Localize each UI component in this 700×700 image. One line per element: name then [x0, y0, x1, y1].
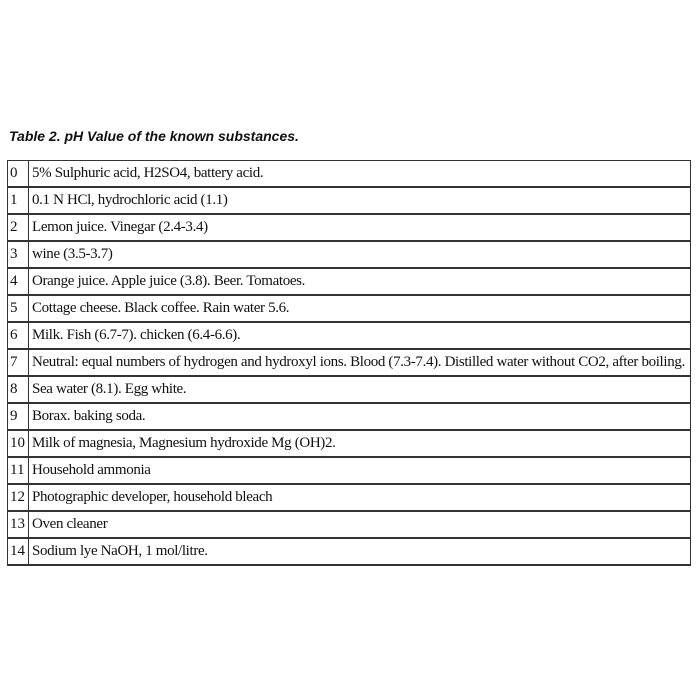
- ph-value-cell: 7: [8, 349, 29, 376]
- table-row: [8, 430, 691, 457]
- ph-value-cell: 2: [8, 214, 29, 241]
- ph-value-cell: 11: [8, 457, 29, 484]
- ph-value-cell: 8: [8, 376, 29, 403]
- substances-cell: Borax. baking soda.: [29, 403, 691, 430]
- table-row: [8, 349, 691, 376]
- table-row: [8, 268, 691, 295]
- substances-cell: Cottage cheese. Black coffee. Rain water 5.6.: [29, 295, 691, 322]
- table-row: [8, 241, 691, 268]
- ph-value-cell: 14: [8, 538, 29, 565]
- table-row: [8, 214, 691, 241]
- ph-value-cell: 3: [8, 241, 29, 268]
- ph-value-cell: 5: [8, 295, 29, 322]
- ph-value-cell: 12: [8, 484, 29, 511]
- table-row: [8, 403, 691, 430]
- substances-cell: Milk of magnesia, Magnesium hydroxide Mg (OH)2.: [29, 430, 691, 457]
- table-row: [8, 511, 691, 538]
- substances-cell: wine (3.5-3.7): [29, 241, 691, 268]
- ph-value-cell: 1: [8, 187, 29, 214]
- substances-cell: Milk. Fish (6.7-7). chicken (6.4-6.6).: [29, 322, 691, 349]
- table-row: [8, 161, 691, 188]
- ph-value-cell: 13: [8, 511, 29, 538]
- substances-cell: Lemon juice. Vinegar (2.4-3.4): [29, 214, 691, 241]
- substances-cell: Orange juice. Apple juice (3.8). Beer. Tomatoes.: [29, 268, 691, 295]
- table-row: [8, 538, 691, 565]
- table-row: [8, 187, 691, 214]
- substances-cell: Oven cleaner: [29, 511, 691, 538]
- table-row: [8, 457, 691, 484]
- table-row: [8, 484, 691, 511]
- ph-value-cell: 0: [8, 161, 29, 188]
- table-row: [8, 322, 691, 349]
- ph-table: [7, 160, 691, 566]
- substances-cell: Household ammonia: [29, 457, 691, 484]
- substances-cell: Sea water (8.1). Egg white.: [29, 376, 691, 403]
- table-row: [8, 376, 691, 403]
- ph-value-cell: 9: [8, 403, 29, 430]
- substances-cell: Sodium lye NaOH, 1 mol/litre.: [29, 538, 691, 565]
- substances-cell: Neutral: equal numbers of hydrogen and hydroxyl ions. Blood (7.3-7.4). Distilled water without CO2, after boiling.: [29, 349, 691, 376]
- substances-cell: 5% Sulphuric acid, H2SO4, battery acid.: [29, 161, 691, 188]
- table-row: [8, 295, 691, 322]
- substances-cell: Photographic developer, household bleach: [29, 484, 691, 511]
- ph-table-body: [8, 161, 691, 566]
- substances-cell: 0.1 N HCl, hydrochloric acid (1.1): [29, 187, 691, 214]
- ph-value-cell: 4: [8, 268, 29, 295]
- ph-value-cell: 10: [8, 430, 29, 457]
- table-caption: Table 2. pH Value of the known substances.: [9, 128, 299, 144]
- ph-value-cell: 6: [8, 322, 29, 349]
